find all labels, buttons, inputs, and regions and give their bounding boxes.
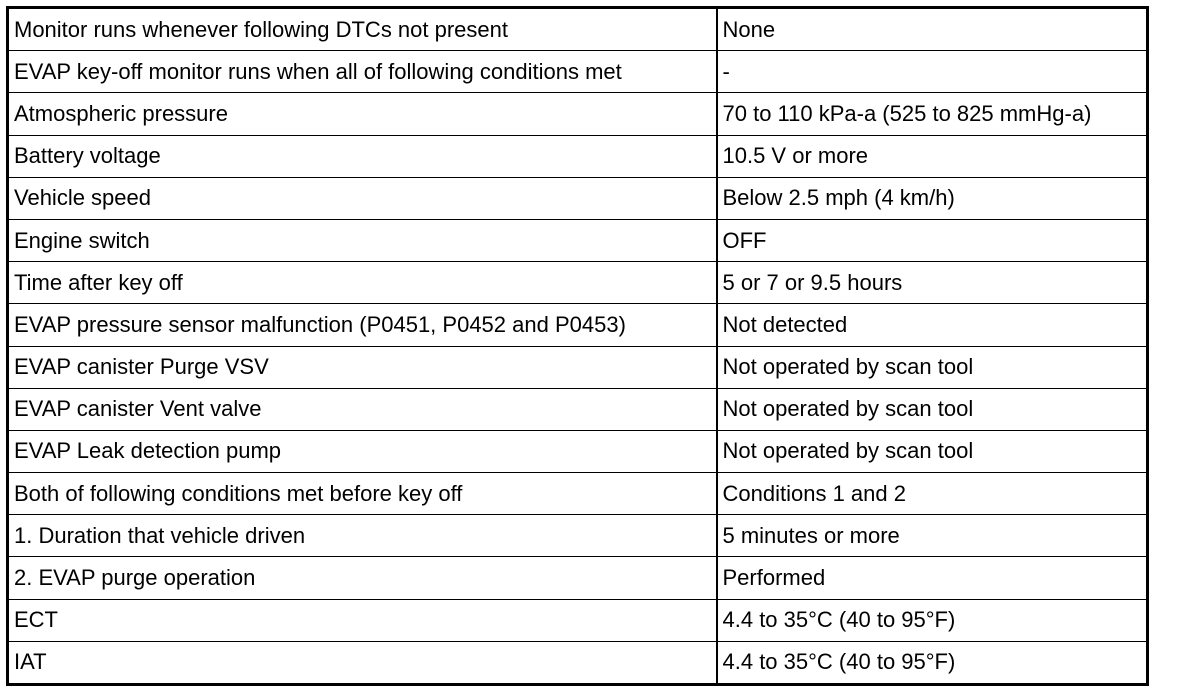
- table-row: [8, 51, 1148, 93]
- condition-cell: Vehicle speed: [8, 177, 717, 219]
- condition-cell: EVAP key-off monitor runs when all of following conditions met: [8, 51, 717, 93]
- value-cell: 70 to 110 kPa-a (525 to 825 mmHg-a): [717, 93, 1148, 135]
- value-cell: OFF: [717, 219, 1148, 261]
- table-row: [8, 473, 1148, 515]
- condition-cell: 1. Duration that vehicle driven: [8, 515, 717, 557]
- table-row: [8, 557, 1148, 599]
- table-row: [8, 304, 1148, 346]
- table-row: [8, 219, 1148, 261]
- table-row: [8, 430, 1148, 472]
- condition-cell: Both of following conditions met before key off: [8, 473, 717, 515]
- condition-cell: 2. EVAP purge operation: [8, 557, 717, 599]
- condition-cell: IAT: [8, 641, 717, 684]
- table-row: [8, 641, 1148, 684]
- value-cell: 4.4 to 35°C (40 to 95°F): [717, 599, 1148, 641]
- table-row: [8, 262, 1148, 304]
- condition-cell: EVAP canister Vent valve: [8, 388, 717, 430]
- value-cell: Not detected: [717, 304, 1148, 346]
- table-row: [8, 388, 1148, 430]
- value-cell: Performed: [717, 557, 1148, 599]
- value-cell: 5 minutes or more: [717, 515, 1148, 557]
- value-cell: 10.5 V or more: [717, 135, 1148, 177]
- table-row: [8, 135, 1148, 177]
- table-row: [8, 599, 1148, 641]
- value-cell: 5 or 7 or 9.5 hours: [717, 262, 1148, 304]
- table-row: [8, 8, 1148, 51]
- condition-cell: ECT: [8, 599, 717, 641]
- value-cell: -: [717, 51, 1148, 93]
- value-cell: 4.4 to 35°C (40 to 95°F): [717, 641, 1148, 684]
- value-cell: None: [717, 8, 1148, 51]
- condition-cell: EVAP pressure sensor malfunction (P0451, P0452 and P0453): [8, 304, 717, 346]
- value-cell: Below 2.5 mph (4 km/h): [717, 177, 1148, 219]
- value-cell: Conditions 1 and 2: [717, 473, 1148, 515]
- condition-cell: EVAP Leak detection pump: [8, 430, 717, 472]
- monitor-conditions-table: [6, 6, 1149, 686]
- condition-cell: Engine switch: [8, 219, 717, 261]
- table-row: [8, 177, 1148, 219]
- value-cell: Not operated by scan tool: [717, 346, 1148, 388]
- table-row: [8, 515, 1148, 557]
- condition-cell: Battery voltage: [8, 135, 717, 177]
- value-cell: Not operated by scan tool: [717, 430, 1148, 472]
- table-row: [8, 93, 1148, 135]
- table-row: [8, 346, 1148, 388]
- condition-cell: Time after key off: [8, 262, 717, 304]
- condition-cell: Monitor runs whenever following DTCs not present: [8, 8, 717, 51]
- condition-cell: Atmospheric pressure: [8, 93, 717, 135]
- condition-cell: EVAP canister Purge VSV: [8, 346, 717, 388]
- value-cell: Not operated by scan tool: [717, 388, 1148, 430]
